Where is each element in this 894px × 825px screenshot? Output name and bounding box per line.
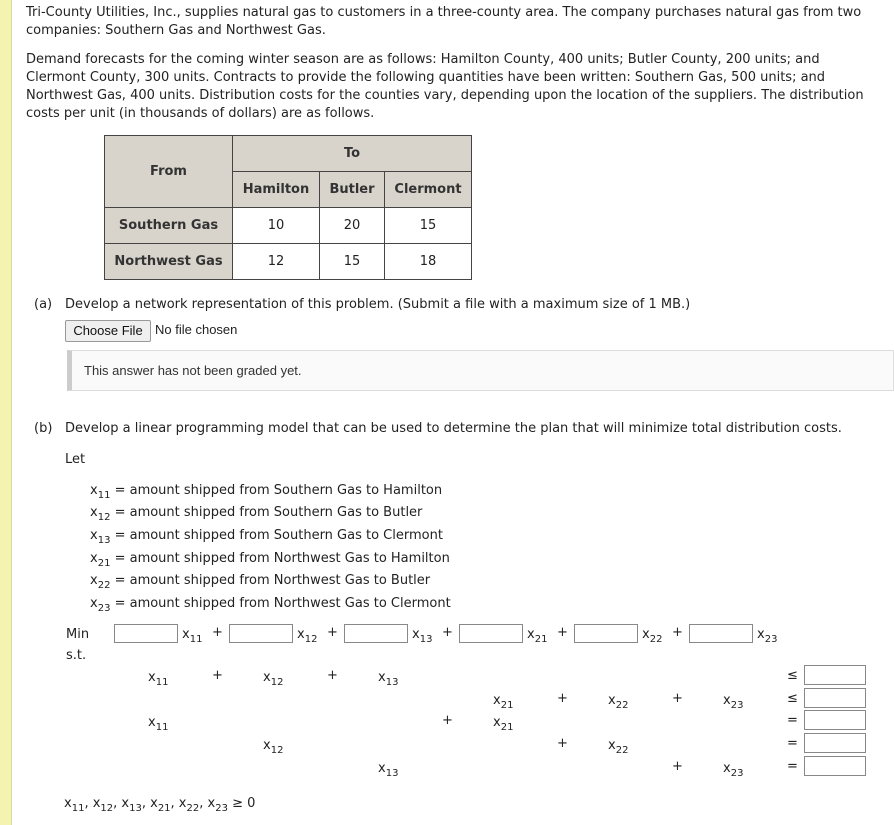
obj-var-x23: $x_{23}$ [757, 627, 778, 645]
table-cell: 12 [233, 244, 320, 280]
plus-sign: + [442, 625, 453, 640]
plus-sign: + [672, 691, 683, 706]
plus-sign: + [212, 668, 223, 683]
rhs-input-4[interactable] [804, 733, 866, 753]
part-b-label: (b) [34, 421, 53, 436]
left-margin-bar [0, 0, 12, 825]
let-label: Let [65, 452, 86, 467]
obj-var-x21: $x_{21}$ [527, 627, 548, 645]
constraint-var: $x_{21}$ [493, 693, 514, 711]
table-cell: 15 [385, 208, 472, 244]
eq-sign: = [787, 713, 798, 728]
constraint-var: $x_{13}$ [378, 670, 399, 688]
distribution-cost-table [104, 135, 472, 280]
definition-item: $x_{21}$ = amount shipped from Northwest Gas to Hamilton [90, 551, 450, 569]
plus-sign: + [557, 736, 568, 751]
no-file-label: No file chosen [155, 322, 238, 337]
eq-sign: = [787, 759, 798, 774]
obj-var-x11: $x_{11}$ [182, 627, 203, 645]
eq-sign: = [787, 736, 798, 751]
plus-sign: + [672, 625, 683, 640]
coef-input-x13[interactable] [344, 624, 408, 643]
min-label: Min [66, 627, 90, 642]
row-header-northwest-gas: Northwest Gas [105, 244, 233, 280]
constraint-var: $x_{23}$ [723, 693, 744, 711]
definition-item: $x_{22}$ = amount shipped from Northwest Gas to Butler [90, 573, 431, 591]
constraint-var: $x_{11}$ [148, 715, 169, 733]
coef-input-x11[interactable] [114, 624, 178, 643]
table-cell: 10 [233, 208, 320, 244]
coef-input-x23[interactable] [689, 624, 753, 643]
col-header-clermont: Clermont [385, 172, 472, 208]
plus-sign: + [212, 625, 223, 640]
coef-input-x12[interactable] [229, 624, 293, 643]
constraint-var: $x_{11}$ [148, 670, 169, 688]
table-row [105, 208, 472, 244]
obj-var-x22: $x_{22}$ [642, 627, 663, 645]
demand-paragraph: Demand forecasts for the coming winter season are as follows: Hamilton County, 400 units; Butler County, 200 units; and Clermont County, 300 units. Contracts to provide the following quantities have been written: Southern Gas, 500 units; and Northwest Gas, 400 units. Distribution costs for the counties vary, depending upon the location of the suppliers. The distribution costs per unit (in thousands of dollars) are as follows. [26, 52, 864, 121]
rhs-input-1[interactable] [804, 665, 866, 685]
from-header: From [105, 136, 233, 208]
definition-item: $x_{13}$ = amount shipped from Southern Gas to Clermont [90, 528, 443, 546]
col-header-butler: Butler [320, 172, 385, 208]
constraint-var: $x_{12}$ [263, 738, 284, 756]
constraint-var: $x_{22}$ [608, 738, 629, 756]
plus-sign: + [557, 625, 568, 640]
obj-var-x13: $x_{13}$ [412, 627, 433, 645]
coef-input-x22[interactable] [574, 624, 638, 643]
choose-file-button[interactable]: Choose File [65, 320, 151, 342]
constraint-var: $x_{23}$ [723, 761, 744, 779]
plus-sign: + [672, 759, 683, 774]
definition-item: $x_{11}$ = amount shipped from Southern Gas to Hamilton [90, 483, 443, 501]
coef-input-x21[interactable] [459, 624, 523, 643]
graded-status-box [67, 350, 894, 391]
plus-sign: + [327, 668, 338, 683]
part-a-label: (a) [34, 297, 53, 312]
plus-sign: + [442, 713, 453, 728]
table-row [105, 244, 472, 280]
rhs-input-2[interactable] [804, 688, 866, 708]
nonnegativity-constraint: $x_{11}$, $x_{12}$, $x_{13}$, $x_{21}$, $x_{22}$, $x_{23} \ge 0$ [64, 796, 256, 814]
part-b-text: Develop a linear programming model that can be used to determine the plan that will minimize total distribution costs. [65, 421, 842, 436]
st-label: s.t. [66, 648, 87, 663]
table-cell: 18 [385, 244, 472, 280]
constraint-var: $x_{13}$ [378, 761, 399, 779]
col-header-hamilton: Hamilton [233, 172, 320, 208]
definition-item: $x_{23}$ = amount shipped from Northwest Gas to Clermont [90, 596, 451, 614]
constraint-var: $x_{21}$ [493, 715, 514, 733]
plus-sign: + [327, 625, 338, 640]
rhs-input-3[interactable] [804, 710, 866, 730]
leq-sign: ≤ [787, 668, 798, 683]
intro-paragraph: Tri-County Utilities, Inc., supplies natural gas to customers in a three-county area. The company purchases natural gas from two companies: Southern Gas and Northwest Gas. [26, 5, 862, 38]
graded-status-text: This answer has not been graded yet. [84, 363, 302, 378]
part-a-text: Develop a network representation of this problem. (Submit a file with a maximum size of 1 MB.) [65, 297, 691, 312]
leq-sign: ≤ [787, 691, 798, 706]
table-cell: 15 [320, 244, 385, 280]
constraint-var: $x_{22}$ [608, 693, 629, 711]
table-cell: 20 [320, 208, 385, 244]
to-header: To [233, 136, 472, 172]
constraint-var: $x_{12}$ [263, 670, 284, 688]
rhs-input-5[interactable] [804, 756, 866, 776]
obj-var-x12: $x_{12}$ [297, 627, 318, 645]
plus-sign: + [557, 691, 568, 706]
definition-item: $x_{12}$ = amount shipped from Southern Gas to Butler [90, 505, 423, 523]
row-header-southern-gas: Southern Gas [105, 208, 233, 244]
